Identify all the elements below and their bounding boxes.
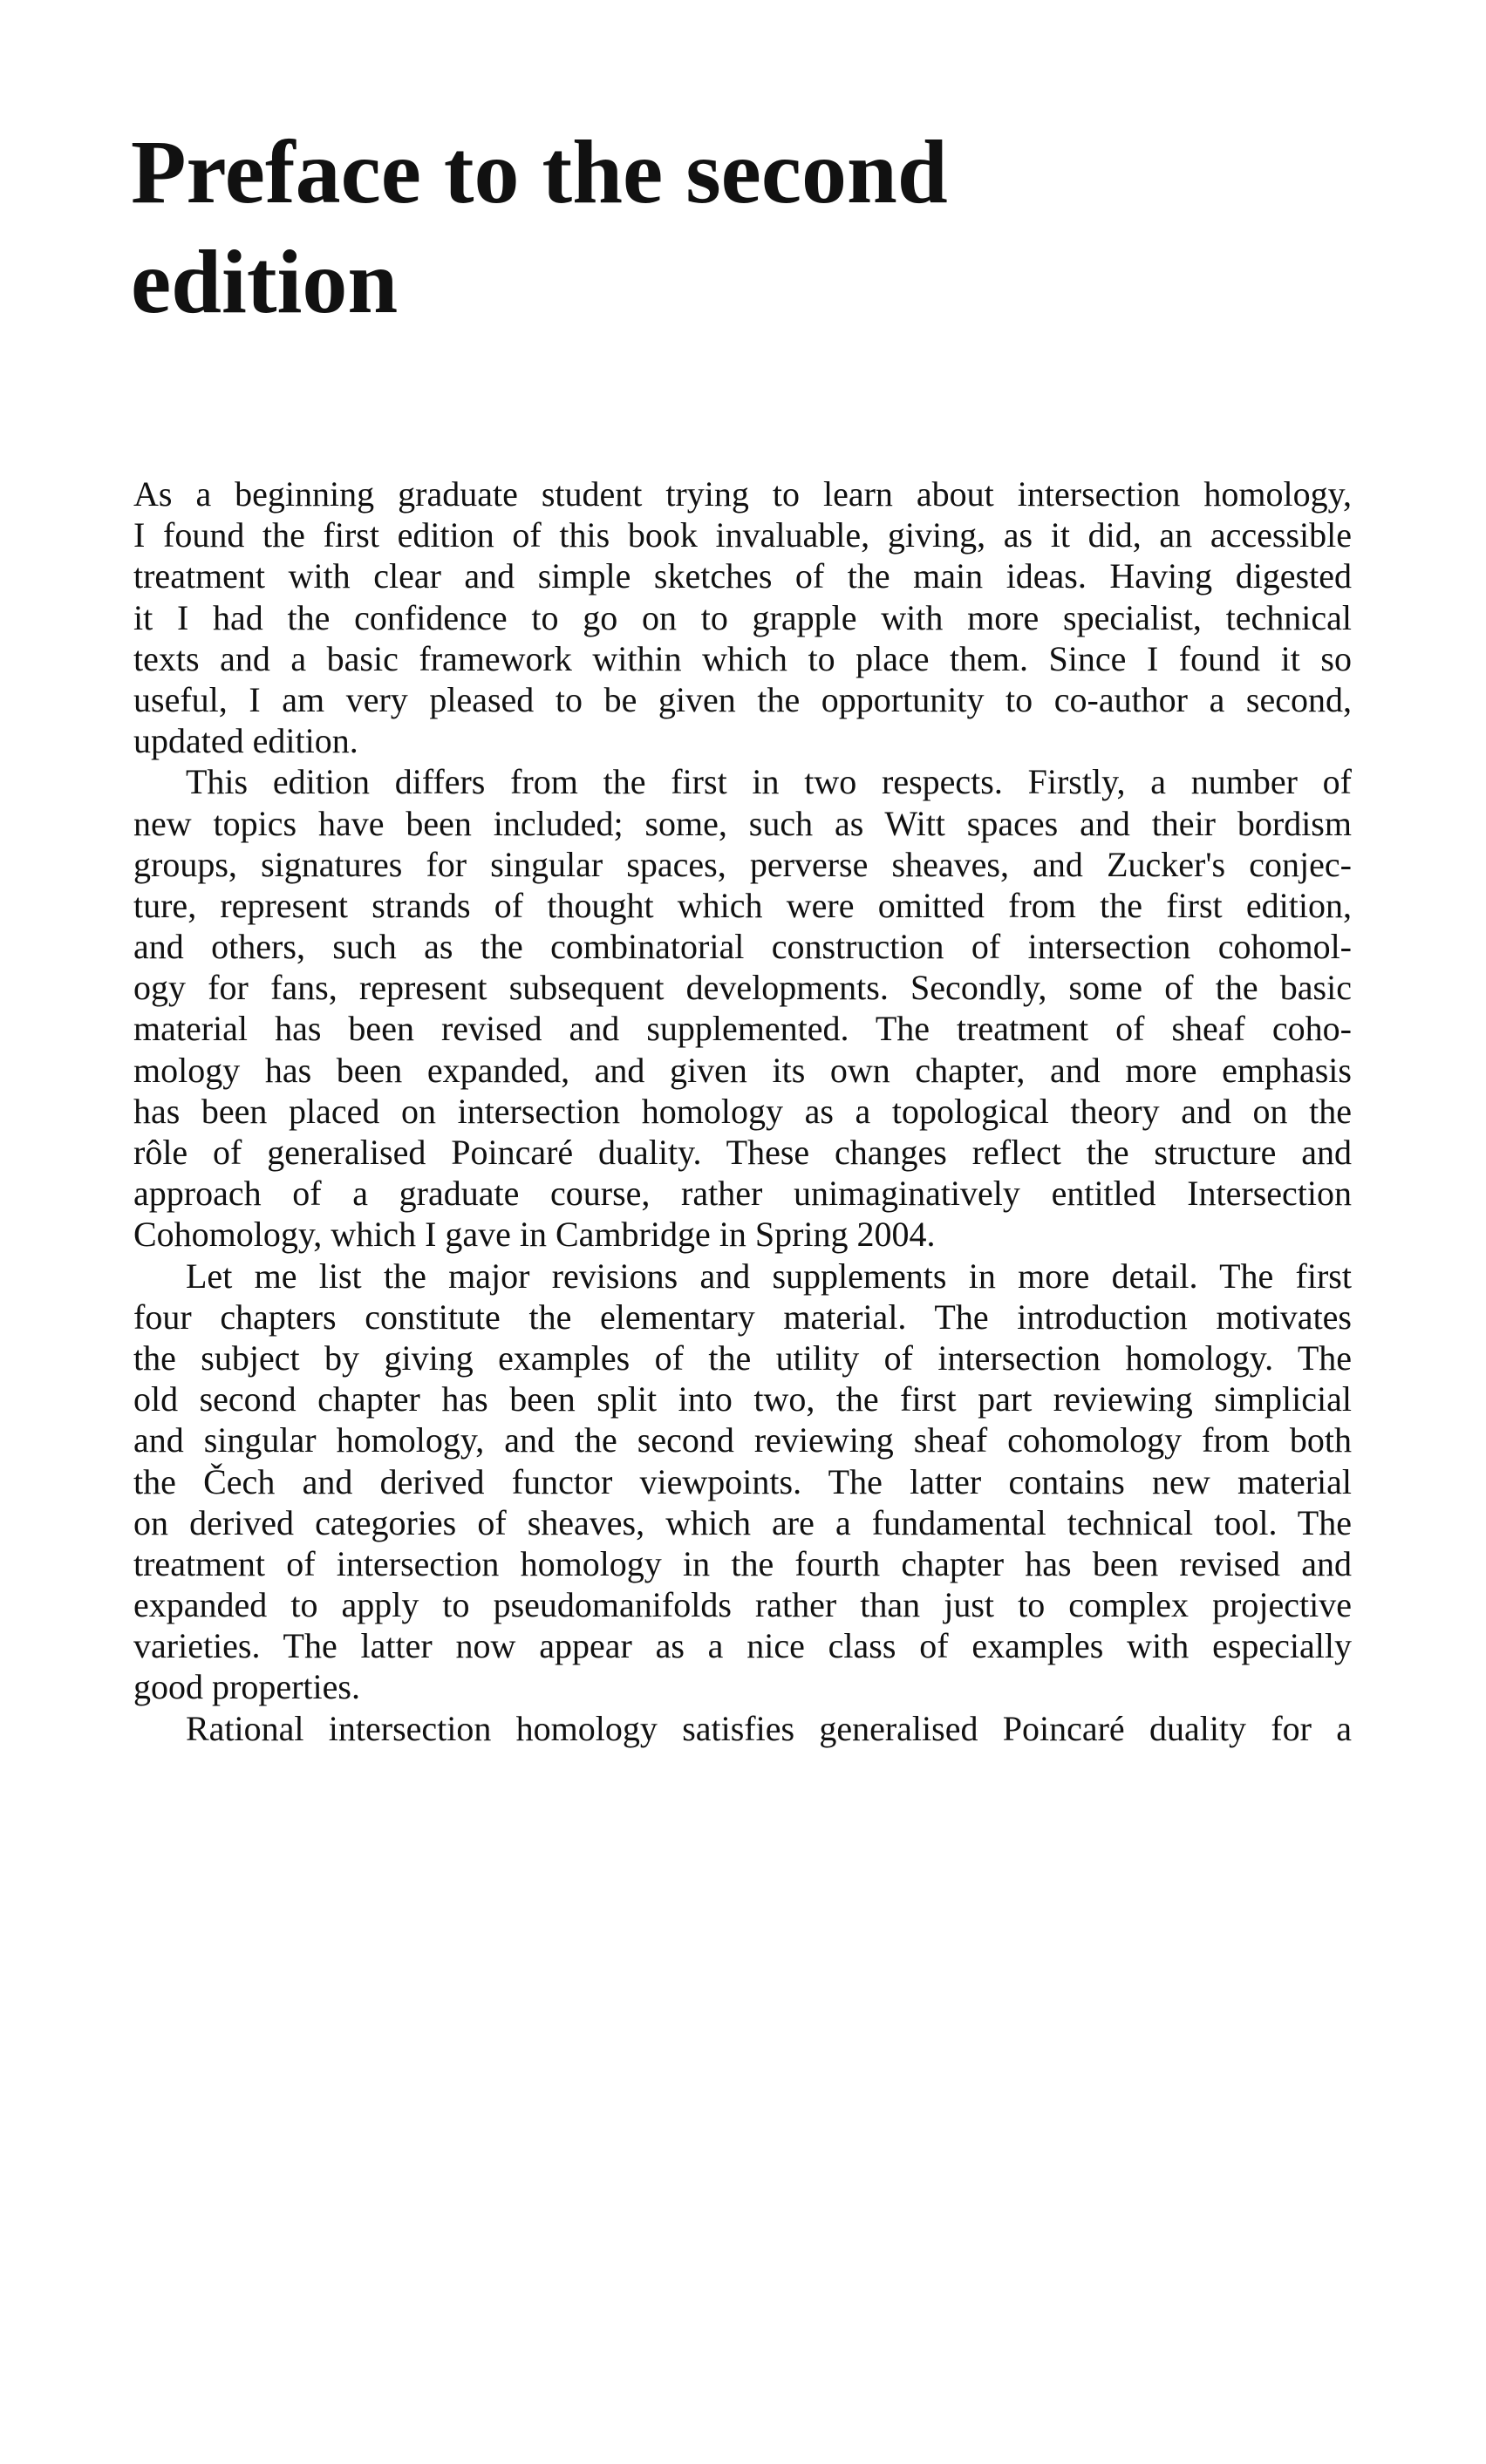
text-line: old second chapter has been split into two, the first part reviewing simplicial <box>133 1379 1352 1419</box>
text-line: texts and a basic framework within which to place them. Since I found it so <box>133 638 1352 678</box>
text-line: useful, I am very pleased to be given the opportunity to co-author a second, <box>133 679 1352 719</box>
text-line: groups, signatures for singular spaces, perverse sheaves, and Zucker's conjec- <box>133 844 1352 884</box>
text-line: ture, represent strands of thought which were omitted from the first edition, <box>133 885 1352 925</box>
text-line: the Čech and derived functor viewpoints. The latter contains new material <box>133 1461 1352 1501</box>
paragraph <box>133 1708 1352 1749</box>
paragraph <box>133 761 1352 1255</box>
title-line-1: Preface to the second <box>131 122 948 222</box>
text-line: treatment of intersection homology in the fourth chapter has been revised and <box>133 1543 1352 1583</box>
text-line: and singular homology, and the second reviewing sheaf cohomology from both <box>133 1420 1352 1460</box>
text-line: I found the first edition of this book invaluable, giving, as it did, an accessible <box>133 515 1352 555</box>
text-line: rôle of generalised Poincaré duality. These changes reflect the structure and <box>133 1133 1352 1172</box>
page-title <box>131 118 1369 337</box>
text-line: As a beginning graduate student trying to learn about intersection homology, <box>133 474 1352 514</box>
text-line: varieties. The latter now appear as a nice class of examples with especially <box>133 1626 1352 1666</box>
text-line: the subject by giving examples of the utility of intersection homology. The <box>133 1338 1352 1378</box>
text-line: and others, such as the combinatorial construction of intersection cohomol- <box>133 927 1352 967</box>
text-line: on derived categories of sheaves, which are a fundamental technical tool. The <box>133 1502 1352 1542</box>
text-line: mology has been expanded, and given its own chapter, and more emphasis <box>133 1050 1352 1090</box>
text-line: has been placed on intersection homology as a topological theory and on the <box>133 1091 1352 1131</box>
text-line: material has been revised and supplemented. The treatment of sheaf coho- <box>133 1009 1352 1049</box>
text-line: it I had the confidence to go on to grapple with more specialist, technical <box>133 597 1352 637</box>
text-line: ogy for fans, represent subsequent developments. Secondly, some of the basic <box>133 968 1352 1008</box>
text-line: Let me list the major revisions and supplements in more detail. The first <box>186 1256 1352 1296</box>
preface-body <box>133 473 1352 1749</box>
text-line: updated edition. <box>133 721 358 761</box>
text-line: Cohomology, which I gave in Cambridge in Spring 2004. <box>133 1215 936 1255</box>
paragraph <box>133 1256 1352 1708</box>
text-line: approach of a graduate course, rather unimaginatively entitled Intersection <box>133 1174 1352 1214</box>
title-line-2: edition <box>131 232 399 332</box>
paragraph <box>133 473 1352 761</box>
text-line: four chapters constitute the elementary material. The introduction motivates <box>133 1297 1352 1337</box>
text-line: new topics have been included; some, such as Witt spaces and their bordism <box>133 803 1352 843</box>
text-line: treatment with clear and simple sketches of the main ideas. Having digested <box>133 556 1352 596</box>
text-line: expanded to apply to pseudomanifolds rather than just to complex projective <box>133 1585 1352 1625</box>
text-line: good properties. <box>133 1667 360 1707</box>
text-line: This edition differs from the first in two respects. Firstly, a number of <box>186 762 1352 802</box>
text-line: Rational intersection homology satisfies generalised Poincaré duality for a <box>186 1708 1352 1748</box>
